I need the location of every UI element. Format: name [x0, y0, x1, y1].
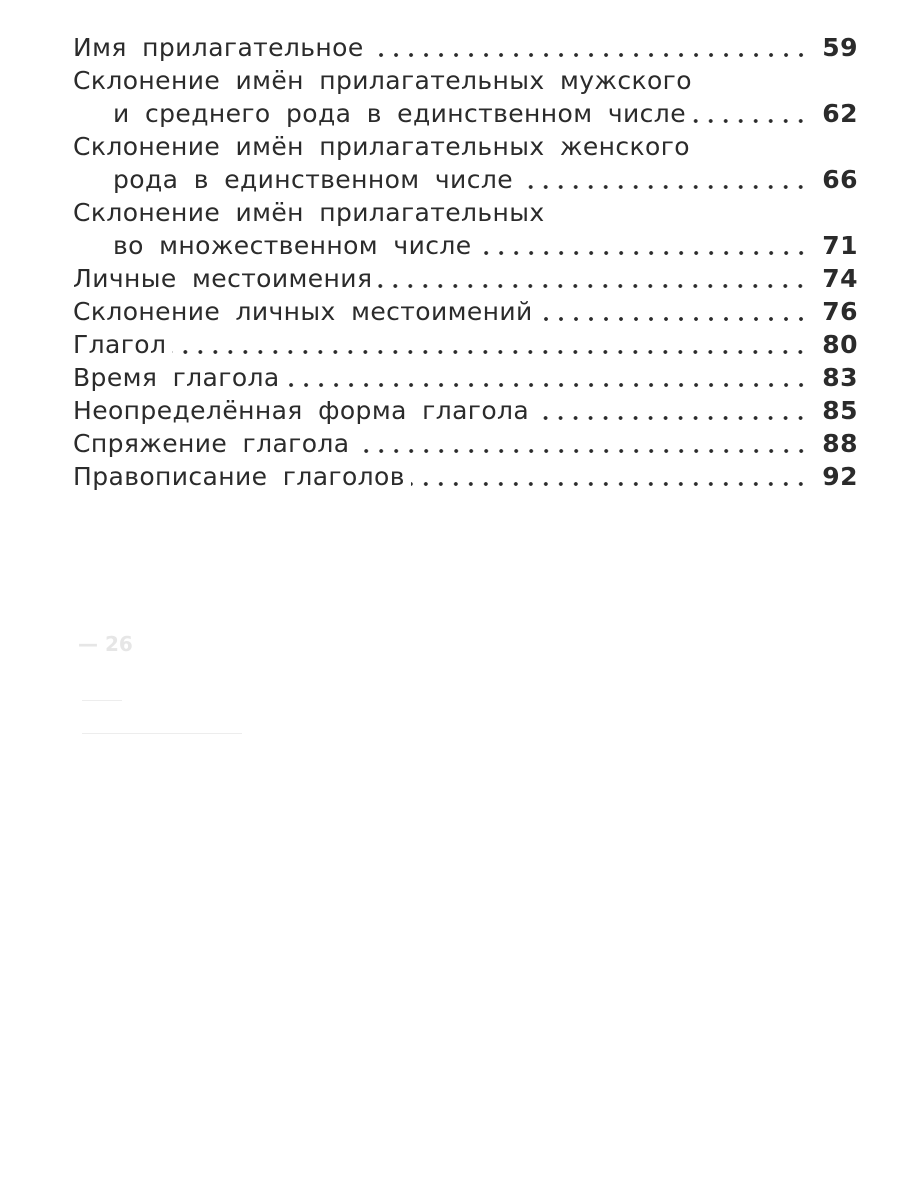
toc-entry: [73, 31, 858, 64]
toc-entry-title: Личные местоимения: [73, 264, 373, 293]
toc-page-number: 80: [822, 330, 858, 359]
toc-line: [73, 427, 858, 460]
show-through-mark: — 26: [78, 632, 133, 656]
toc-line: [73, 130, 858, 163]
toc-entry: [73, 361, 858, 394]
toc-entry: [73, 427, 858, 460]
toc-entry: [73, 196, 858, 262]
toc-entry: [73, 64, 858, 130]
dot-leader: [286, 383, 809, 387]
show-through-rule: [82, 700, 122, 701]
toc-line: [73, 295, 858, 328]
dot-leader: [519, 185, 808, 189]
dot-leader: [356, 449, 809, 453]
toc-line: [73, 262, 858, 295]
dot-leader: [370, 53, 809, 57]
toc-entry-title: Глагол: [73, 330, 167, 359]
dot-leader: [692, 119, 808, 123]
toc-line: [73, 460, 858, 493]
show-through-rule: [82, 733, 242, 734]
toc-line: [73, 361, 858, 394]
toc-page-number: 62: [822, 99, 858, 128]
toc-page-number: 88: [822, 429, 858, 458]
toc-line: [73, 196, 858, 229]
toc-page-number: 59: [822, 33, 858, 62]
toc-entry: [73, 295, 858, 328]
toc-line: [73, 163, 858, 196]
toc-page-number: 71: [822, 231, 858, 260]
dot-leader: [478, 251, 809, 255]
toc-entry-title: и среднего рода в единственном числе: [113, 99, 686, 128]
toc-entry-title: рода в единственном числе: [113, 165, 513, 194]
toc-line: [73, 394, 858, 427]
toc-page-number: 83: [822, 363, 858, 392]
toc-line: [73, 229, 858, 262]
toc-page-number: 66: [822, 165, 858, 194]
toc-entry-title: Склонение имён прилагательных мужского: [73, 66, 692, 95]
dot-leader: [535, 416, 808, 420]
toc-entry: [73, 262, 858, 295]
dot-leader: [172, 350, 808, 354]
toc-page-number: 74: [822, 264, 858, 293]
toc-page-number: 92: [822, 462, 858, 491]
dot-leader: [378, 284, 808, 288]
toc-entry: [73, 328, 858, 361]
toc-entry: [73, 460, 858, 493]
toc-entry-title: Склонение личных местоимений: [73, 297, 533, 326]
toc-page-number: 76: [822, 297, 858, 326]
toc-entry-title: Время глагола: [73, 363, 280, 392]
dot-leader: [539, 317, 809, 321]
toc-page-number: 85: [822, 396, 858, 425]
toc-entry-title: Неопределённая форма глагола: [73, 396, 530, 425]
toc-entry-title: Правописание глаголов: [73, 462, 405, 491]
dot-leader: [411, 482, 808, 486]
toc-entry-title: во множественном числе: [113, 231, 472, 260]
toc-entry-title: Склонение имён прилагательных: [73, 198, 545, 227]
toc-line: [73, 31, 858, 64]
toc-entry-title: Склонение имён прилагательных женского: [73, 132, 690, 161]
table-of-contents: [73, 31, 858, 493]
toc-entry: [73, 130, 858, 196]
toc-entry-title: Спряжение глагола: [73, 429, 350, 458]
toc-entry: [73, 394, 858, 427]
toc-line: [73, 64, 858, 97]
toc-line: [73, 328, 858, 361]
toc-line: [73, 97, 858, 130]
toc-entry-title: Имя прилагательное: [73, 33, 364, 62]
